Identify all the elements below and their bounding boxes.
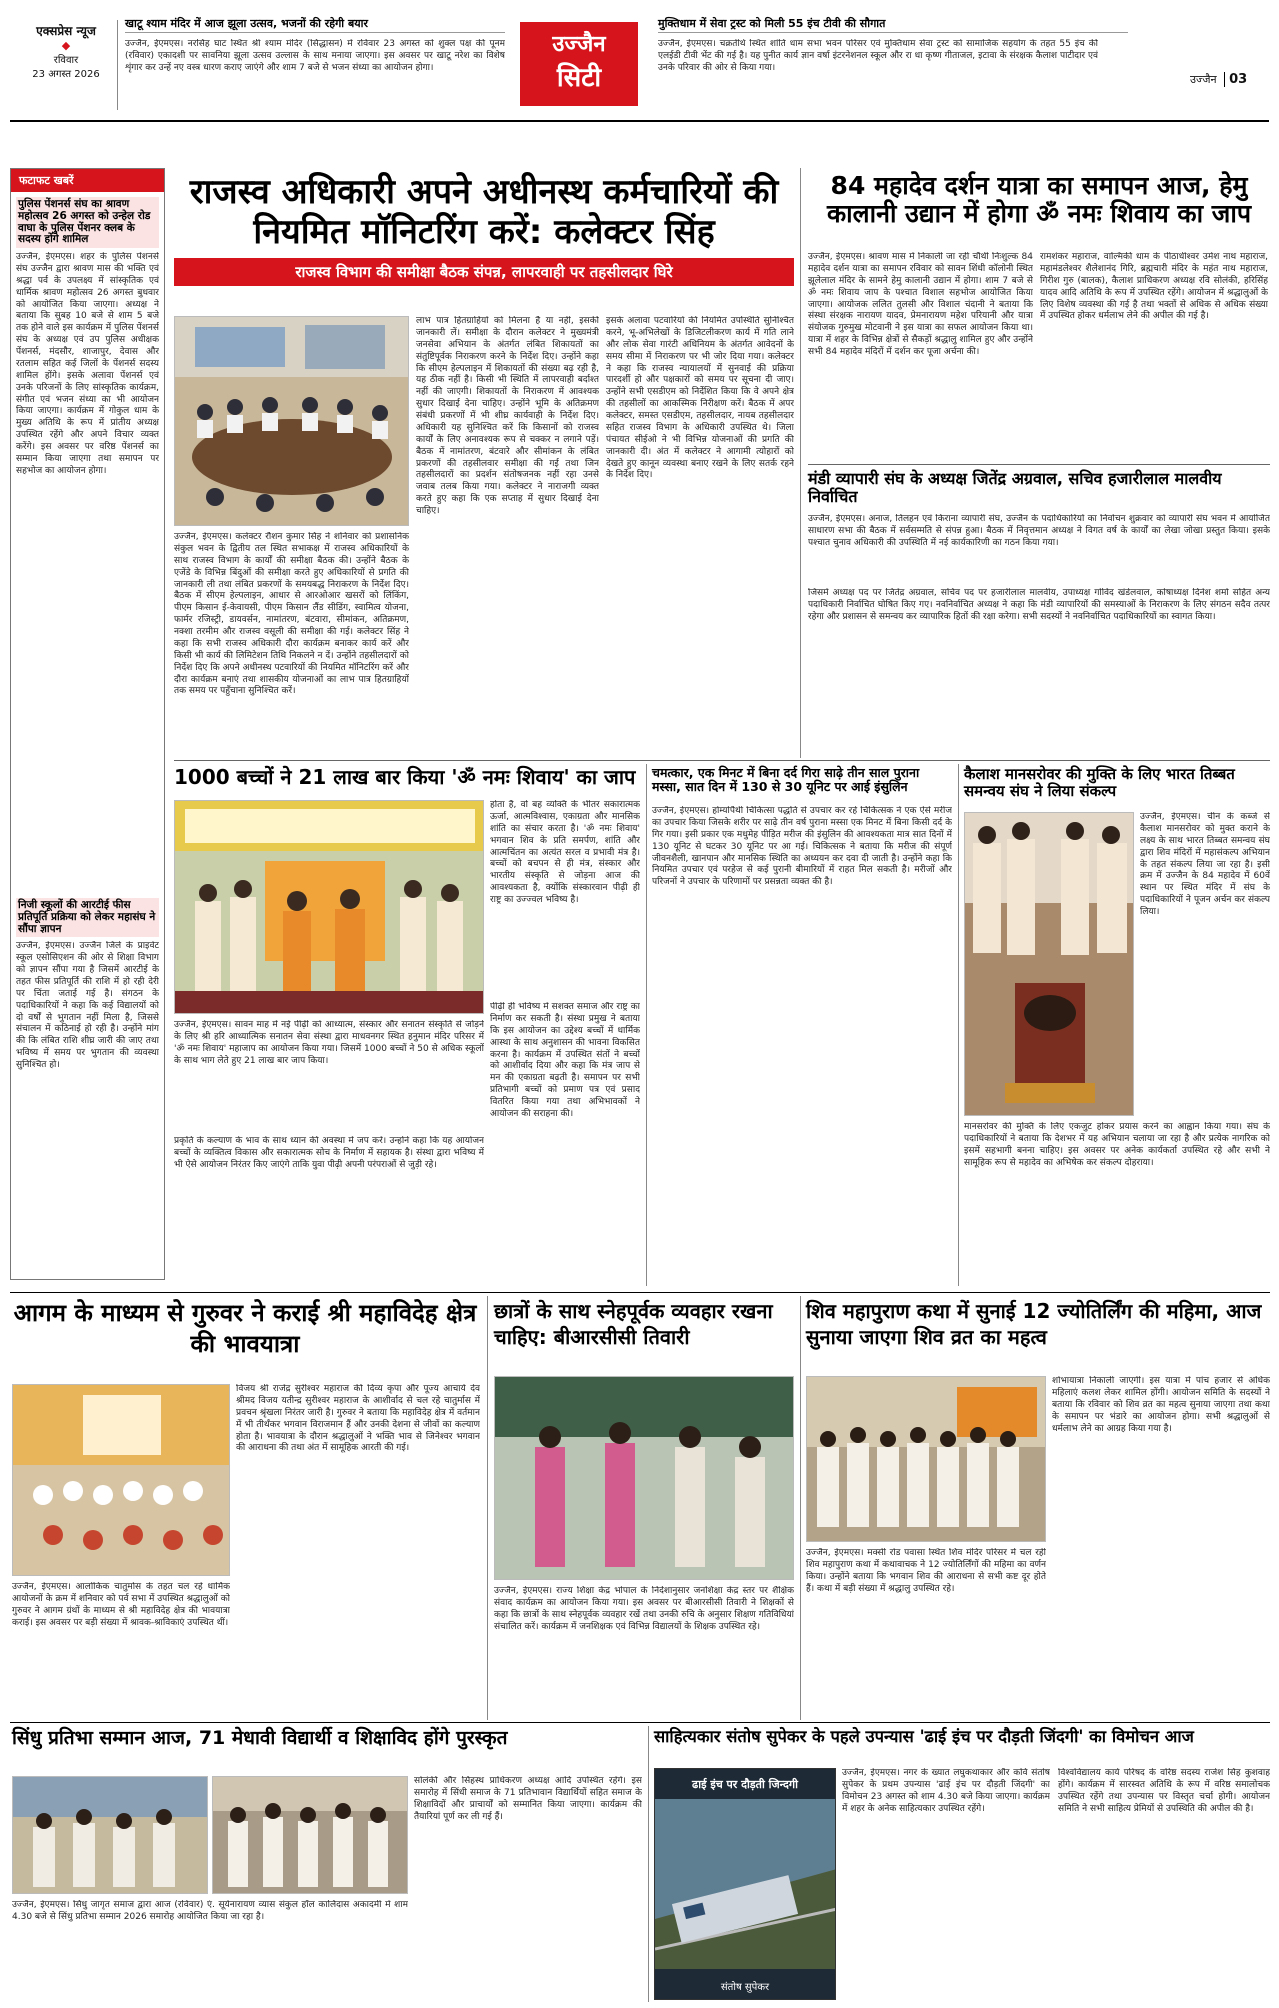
agam-photo bbox=[12, 1384, 230, 1576]
masthead bbox=[0, 0, 1279, 118]
mandi-headline: मंडी व्यापारी संघ के अध्यक्ष जितेंद्र अग्रवाल, सचिव हजारीलाल मालवीय निर्वाचित bbox=[808, 469, 1222, 506]
shiv-katha-col2-text: शोभायात्रा निकाली जाएगी। इस यात्रा में पांच हजार से अधिक महिलाएं कलश लेकर शामिल होंगी। आयोजन समिति के सदस्यों ने बताया कि रविवार को शिव व्रत का महत्व सुनाया जाएगा तथा कथा के समापन पर भंडारे का आयोजन होगा। सभी श्रद्धालुओं से धर्मलाभ लेने का आग्रह किया गया है। bbox=[1052, 1376, 1270, 1434]
shiv-katha-photo bbox=[806, 1376, 1046, 1542]
fatafat-header bbox=[11, 169, 164, 192]
kailash-side-text: उज्जैन, ईएमएस। चीन के कब्जे से कैलाश मानसरोवर को मुक्त कराने के लक्ष्य के साथ भारत तिब्बत समन्वय संघ द्वारा शिव मंदिरों में महासंकल्प अभियान के तहत संकल्प लिया जा रहा है। इसी क्रम में उज्जैन के 84 महादेव में 60वें स्थान पर स्थित मंदिर में संघ के पदाधिकारियों ने पूजन अर्चन कर संकल्प लिया। bbox=[1140, 812, 1270, 917]
sindhu-col1-text: उज्जैन, ईएमएस। सिंधु जागृत समाज द्वारा आज (रविवार) एं. सूर्यनारायण व्यास संकुल हॉल कालिदास अकादमी में शाम 4.30 बजे से सिंधु प्रतिभा सम्मान 2026 समारोह आयोजित किया जा रहा है। bbox=[12, 1900, 408, 1922]
page-number: 03 bbox=[1224, 72, 1247, 87]
agam-col1-text: उज्जैन, ईएमएस। आलोकिक चातुर्मास के तहत चल रहे धार्मिक आयोजनों के क्रम में शनिवार को पर्व सभा में उपस्थित श्रद्धालुओं को गुरुवर ने आगम ग्रंथों के माध्यम से श्री महाविदेह क्षेत्र की भावयात्रा कराई। इस अवसर पर बड़ी संख्या में श्रावक-श्राविकाएं उपस्थित थीं। bbox=[12, 1582, 230, 1628]
teaser-left-headline: खाटू श्याम मंदिर में आज झूला उत्सव, भजनों की रहेगी बयार bbox=[125, 18, 505, 33]
lead-story bbox=[174, 172, 794, 286]
sindhu-col2-text: सोलंकी और सिंहस्थ प्राधिकरण अध्यक्ष आदि उपस्थित रहेंगे। इस समारोह में सिंधी समाज के 71 प्रतिभावान विद्यार्थियों सहित समाज के शिक्षाविदों और प्राचार्यों को सम्मानित किया जाएगा। कार्यक्रम की तैयारियां पूर्ण कर ली गई हैं। bbox=[414, 1776, 642, 1822]
train-illustration bbox=[655, 1799, 836, 1969]
fatafat-column bbox=[10, 168, 165, 1280]
fatafat-story2-headline: निजी स्कूलों की आरटीई फीस प्रतिपूर्ति प्रक्रिया को लेकर महासंघ ने सौंपा ज्ञापन bbox=[16, 898, 159, 937]
diamond-icon: ◆ bbox=[61, 39, 71, 52]
mahadev-yatra-story bbox=[808, 172, 1270, 228]
lead-photo-meeting bbox=[174, 316, 409, 526]
agam-headline: आगम के माध्यम से गुरुवर ने कराई श्री महाविदेह क्षेत्र की भावयात्रा bbox=[13, 1299, 477, 1359]
sahitya-col2-text: विश्वविद्यालय कार्य परिषद के वरिष्ठ सदस्य राजेश सिंह कुशवाह होंगे। कार्यक्रम में सारस्वत अतिथि के रूप में वरिष्ठ समालोचक उपस्थित रहेंगे तथा उपन्यास पर विस्तृत चर्चा होगी। आयोजन समिति ने सभी साहित्य प्रेमियों से उपस्थिति की अपील की है। bbox=[1058, 1768, 1270, 1814]
fatafat-story2-text: उज्जैन, ईएमएस। उज्जैन जिले के प्राइवेट स्कूल एसोसिएशन की ओर से शिक्षा विभाग को ज्ञापन सौंपा गया है जिसमें आरटीई के तहत फीस प्रतिपूर्ति की राशि में हो रही देरी पर चिंता जताई गई है। संगठन के पदाधिकारियों ने कहा कि कई विद्यालयों को दो वर्षों से भुगतान नहीं मिला है, जिससे संचालन में कठिनाई हो रही है। उन्होंने मांग की कि लंबित राशि शीघ्र जारी की जाए तथा भविष्य में समय पर भुगतान की व्यवस्था सुनिश्चित हो। bbox=[16, 941, 159, 1070]
sindhu-photo-1 bbox=[12, 1776, 208, 1894]
sahitya-headline: साहित्यकार संतोष सुपेकर के पहले उपन्यास 'ढाई इंच पर दौड़ती जिंदगी' का विमोचन आज bbox=[654, 1727, 1194, 1746]
brand-logo bbox=[22, 22, 110, 80]
agam-col2-text: विजय श्री राजेंद्र सुरीश्वर महाराज की दिव्य कृपा और पूज्य आचार्य देव श्रीमद विजय यतीन्द्र सुरीश्वर महाराज के आशीर्वाद से चल रहे चातुर्मास में प्रवचन श्रृंखला निरंतर जारी है। गुरुवर ने बताया कि महाविदेह क्षेत्र में वर्तमान में भी तीर्थंकर भगवान विराजमान हैं और उनकी देशना से जीवों का कल्याण होता है। भावयात्रा के दौरान श्रद्धालुओं ने भक्ति भाव से जिनेश्वर भगवान की आराधना की तथा अंत में सामूहिक आरती की गई। bbox=[236, 1384, 480, 1454]
sindhu-headline: सिंधु प्रतिभा सम्मान आज, 71 मेधावी विद्यार्थी व शिक्षाविद होंगे पुरस्कृत bbox=[12, 1727, 508, 1749]
brc-text: उज्जैन, ईएमएस। राज्य शिक्षा केंद्र भोपाल के निर्देशानुसार जनशिक्षा केंद्र स्तर पर शैक्षिक संवाद कार्यक्रम का आयोजन किया गया। इस अवसर पर बीआरसीसी तिवारी ने शिक्षकों से कहा कि छात्रों के साथ स्नेहपूर्वक व्यवहार रखें तथा उनकी रुचि के अनुसार शिक्षण गतिविधियां संचालित करें। कार्यक्रम में जनशिक्षक एवं विभिन्न विद्यालयों के शिक्षक उपस्थित रहे। bbox=[494, 1586, 794, 1632]
om-jaap-col2-text: होता है, वो बह व्यक्ति के भीतर सकारात्मक ऊर्जा, आत्मविश्वास, एकाग्रता और मानसिक शांति का संचार करता है। 'ॐ नमः शिवाय' भगवान शिव के प्रति समर्पण, शांति और आत्मचिंतन का अत्यंत सरल व प्रभावी मंत्र है। बच्चों को बचपन से ही मंत्र, संस्कार और भारतीय संस्कृति से जोड़ना आज की आवश्यकता है, क्योंकि संस्कारवान पीढ़ी ही राष्ट्र का उज्ज्वल भविष्य है। bbox=[490, 800, 640, 905]
issue-day: रविवार bbox=[53, 55, 79, 67]
insulin-headline: चमत्कार, एक मिनट में बिना दर्द गिरा साढ़े तीन साल पुराना मस्सा, सात दिन में 130 से 30 यूनिट पर आई इंसुलिन bbox=[652, 765, 920, 794]
teaser-right-text: उज्जैन, ईएमएस। चक्रतीर्थ स्थित शांति धाम सभा भवन परिसर एवं मुक्तिधाम सेवा ट्रस्ट को सामाजिक सहयोग के तहत 55 इंच की एलईडी टीवी भेंट की गई है। यह पुनीत कार्य ज्ञान वर्षा इंटरनेशनल स्कूल और रा धा कृष्ण गीताजल, इटावा के संरक्षक कैलाश पाटीदार एवं उनके परिवार की ओर से किया गया। bbox=[658, 39, 1098, 74]
section-flag bbox=[520, 22, 638, 106]
brc-photo bbox=[494, 1376, 794, 1580]
running-head-label: उज्जैन bbox=[1190, 73, 1217, 86]
brc-headline: छात्रों के साथ स्नेहपूर्वक व्यवहार रखना चाहिए: बीआरसीसी तिवारी bbox=[494, 1299, 773, 1349]
om-jaap-headline: 1000 बच्चों ने 21 लाख बार किया 'ॐ नमः शिवाय' का जाप bbox=[174, 765, 636, 789]
section-title-line1: उज्जैन bbox=[552, 32, 606, 57]
teaser-right-headline: मुक्तिधाम में सेवा ट्रस्ट को मिली 55 इंच टीवी की सौगात bbox=[658, 18, 1128, 33]
lead-col2-text: लाभ पात्र हितग्राहियों को मिलना है या नहीं, इसकी जानकारी लें। समीक्षा के दौरान कलेक्टर ने मुख्यमंत्री जनसेवा अभियान के अंतर्गत लंबित शिकायतों का संतुष्टिपूर्वक निराकरण करने के निर्देश दिए। उन्होंने कहा कि सीएम हेल्पलाइन में शिकायतों की संख्या बढ़ रही है, यह ठीक नहीं है। किसी भी स्थिति में लापरवाही बर्दाश्त नहीं की जाएगी। शिकायतों के निराकरण में आवश्यक सुधार दिखाई देना चाहिए। उन्होंने भूमि के अतिक्रमण संबंधी प्रकरणों में भी शीघ्र कार्यवाही के निर्देश दिए। अधिकारी यह सुनिश्चित करें कि किसानों को राजस्व कार्यों के लिए अनावश्यक रूप से चक्कर न लगाने पड़ें। बैठक में नामांतरण, बंटवारे और सीमांकन के लंबित प्रकरणों की तहसीलवार समीक्षा की गई तथा जिन तहसीलदारों का प्रदर्शन संतोषजनक नहीं रहा उनसे जवाब तलब किया गया। कलेक्टर ने नाराजगी व्यक्त करते हुए कहा कि एक सप्ताह में सुधार दिखाई देना चाहिए। bbox=[416, 316, 599, 516]
kailash-text: मानसरोवर की मुक्ति के लिए एकजुट होकर प्रयास करने का आह्वान किया गया। संघ के पदाधिकारियों ने बताया कि देशभर में यह अभियान चलाया जा रहा है और प्रत्येक नागरिक को इसमें सहभागी बनना चाहिए। इस अवसर पर अनेक कार्यकर्ता उपस्थित रहे और सभी ने सामूहिक रूप से महादेव का अभिषेक कर संकल्प दोहराया। bbox=[964, 1122, 1270, 1168]
lead-subheadline: राजस्व विभाग की समीक्षा बैठक संपन्न, लापरवाही पर तहसीलदार घिरे bbox=[174, 258, 794, 286]
insulin-text: उज्जैन, ईएमएस। होम्योपैथी चिकित्सा पद्धति से उपचार कर रहे चिकित्सक ने एक ऐसे मरीज का उपचार किया जिसके शरीर पर साढ़े तीन वर्ष पुराना मस्सा एक मिनट में बिना किसी दर्द के गिर गया। इसी प्रकार एक मधुमेह पीड़ित मरीज की इंसुलिन की आवश्यकता मात्र सात दिनों में 130 यूनिट से घटकर 30 यूनिट पर आ गई। चिकित्सक ने बताया कि मरीज की संपूर्ण जीवनशैली, खानपान और मानसिक स्थिति का अध्ययन कर दवा दी जाती है। उन्होंने कहा कि नियमित उपचार एवं परहेज से कई पुरानी बीमारियों में राहत मिल सकती है। मरीजों और परिजनों ने उपचार के परिणामों पर प्रसन्नता व्यक्त की है। bbox=[652, 806, 952, 888]
om-jaap-col4-text: प्रकृति के कल्याण के भाव के साथ ध्यान की अवस्था में जप करें। उन्होंने कहा कि यह आयोजन बच्चों के व्यक्तित्व विकास और सकारात्मक सोच के निर्माण में सहायक है। संस्था द्वारा भविष्य में भी ऐसे आयोजन निरंतर किए जाएंगे ताकि युवा पीढ़ी अपनी परंपराओं से जुड़ी रहे। bbox=[174, 1136, 484, 1170]
book-cover bbox=[654, 1768, 836, 2000]
running-head bbox=[1190, 72, 1247, 87]
lead-col3-text: इसके अलावा पटवारियों की नियमित उपस्थिति सुनिश्चित करने, भू-अभिलेखों के डिजिटलीकरण कार्य में गति लाने और लोक सेवा गारंटी अधिनियम के अंतर्गत आवेदनों के समय सीमा में निराकरण पर भी जोर दिया गया। कलेक्टर ने कहा कि राजस्व न्यायालयों में सुनवाई की प्रक्रिया पारदर्शी हो और पक्षकारों को समय पर सूचना दी जाए। उन्होंने सभी एसडीएम को निर्देशित किया कि वे अपने क्षेत्र की तहसीलों का आकस्मिक निरीक्षण करें। बैठक में अपर कलेक्टर, समस्त एसडीएम, तहसीलदार, नायब तहसीलदार सहित राजस्व विभाग के अधिकारी उपस्थित थे। जिला पंचायत सीईओ ने भी विभिन्न योजनाओं की प्रगति की जानकारी दी। अंत में कलेक्टर ने आगामी त्योहारों को देखते हुए कानून व्यवस्था बनाए रखने के लिए सतर्क रहने के निर्देश दिए। bbox=[606, 316, 794, 481]
sahitya-col1-text: उज्जैन, ईएमएस। नगर के ख्यात लघुकथाकार और कवि संतोष सुपेकर के प्रथम उपन्यास 'ढाई इंच पर दौड़ती जिंदगी' का विमोचन 23 अगस्त को शाम 4.30 बजे किया जाएगा। कार्यक्रम में शहर के अनेक साहित्यकार उपस्थित रहेंगे। bbox=[842, 1768, 1050, 1814]
fatafat-header-label: फटाफट खबरें bbox=[19, 174, 74, 187]
mahadev-col2-text: रामशंकर महाराज, वाल्मिकी धाम के पीठाधीश्वर उमेश नाथ महाराज, महामंडलेश्वर शैलेशानंद गिरि, ब्रह्मचारी मंदिर के महंत नाथ महाराज, गिरीश गुरु (बालक), कैलाश प्राधिकरण अध्यक्ष रवि सोलंकी, हरिसिंह यादव आदि अतिथि के रूप में उपस्थित रहेंगे। आयोजन में श्रद्धालुओं के लिए विशेष व्यवस्था की गई है तथा भक्तों से अधिक से अधिक संख्या में उपस्थित होकर धर्मलाभ लेने की अपील की गई है। bbox=[1040, 252, 1268, 322]
om-jaap-photo bbox=[174, 800, 484, 1014]
kailash-photo bbox=[964, 812, 1134, 1116]
fatafat-story1-text: उज्जैन, ईएमएस। शहर के पुलिस पेंशनर्स संघ उज्जैन द्वारा श्रावण मास की भक्ति एवं श्रद्धा पर्व के उपलक्ष्य में सांस्कृतिक एवं धार्मिक श्रावण महोत्सव 26 अगस्त बुधवार को आयोजित किया जाएगा। अध्यक्ष ने बताया कि सुबह 10 बजे से शाम 5 बजे तक होने वाले इस कार्यक्रम में पुलिस पेंशनर्स संघ के अध्यक्ष एवं उप पुलिस अधीक्षक पेंशनर्स, मंदसौर, शाजापुर, देवास और रतलाम सहित कई जिलों के पेंशनर्स सदस्य शामिल होंगे। इसके अलावा पेंशनर्स एवं उनके परिजनों के लिए सांस्कृतिक कार्यक्रम, संगीत एवं भजन संध्या का भी आयोजन किया जाएगा। कार्यक्रम में गोकुल धाम के मुख्य अतिथि के रूप में प्रांतीय अध्यक्ष उपस्थित रहेंगे और अपने विचार व्यक्त करेंगे। इस अवसर पर वरिष्ठ पेंशनर्स का सम्मान किया जाएगा तथा समापन पर सहभोज का आयोजन होगा। bbox=[16, 252, 159, 476]
shiv-katha-headline: शिव महापुराण कथा में सुनाई 12 ज्योतिर्लिंग की महिमा, आज सुनाया जाएगा शिव व्रत का महत्व bbox=[806, 1299, 1262, 1349]
om-jaap-col3-text: पीढ़ी ही भविष्य में सशक्त समाज और राष्ट्र का निर्माण कर सकती है। संस्था प्रमुख ने बताया कि इस आयोजन का उद्देश्य बच्चों में धार्मिक आस्था के साथ अनुशासन की भावना विकसित करना है। कार्यक्रम में उपस्थित संतों ने बच्चों को आशीर्वाद दिया और कहा कि मंत्र जाप से मन की एकाग्रता बढ़ती है। समापन पर सभी प्रतिभागी बच्चों को प्रमाण पत्र एवं प्रसाद वितरित किया गया तथा अभिभावकों ने आयोजन की सराहना की। bbox=[490, 1002, 640, 1119]
sindhu-photo-2 bbox=[212, 1776, 408, 1894]
issue-date: 23 अगस्त 2026 bbox=[32, 69, 100, 81]
lead-headline: राजस्व अधिकारी अपने अधीनस्थ कर्मचारियों की नियमित मॉनिटरिंग करें: कलेक्टर सिंह bbox=[189, 172, 779, 253]
book-cover-author: संतोष सुपेकर bbox=[720, 1982, 770, 1993]
shiv-katha-col1-text: उज्जैन, ईएमएस। मक्सी रोड पवासा स्थित शिव मंदिर परिसर में चल रही शिव महापुराण कथा में कथावाचक ने 12 ज्योतिर्लिंगों की महिमा का वर्णन किया। उन्होंने बताया कि भगवान शिव की आराधना से सभी कष्ट दूर होते हैं। कथा में बड़ी संख्या में श्रद्धालु उपस्थित रहे। bbox=[806, 1548, 1046, 1594]
lead-col1-text: उज्जैन, ईएमएस। कलेक्टर रौशन कुमार सिंह ने शनिवार को प्रशासनिक संकुल भवन के द्वितीय तल स्थित सभाकक्ष में राजस्व अधिकारियों के साथ राजस्व विभाग के कार्यों की समीक्षा बैठक की। उन्होंने बैठक के एजेंडे के विभिन्न बिंदुओं की समीक्षा करते हुए अधिकारियों से प्रगति की जानकारी ली तथा लंबित प्रकरणों के समयबद्ध निराकरण के निर्देश दिए। बैठक में सीएम हेल्पलाइन, आधार से आरओआर खसरों को लिंकिंग, पीएम किसान ई-केवायसी, पीएम किसान लैंड सीडिंग, स्वामित्व योजना, फार्मर रजिस्ट्री, डायवर्सन, नामांतरण, बंटवारा, सीमांकन, अतिक्रमण, नक्शा तरमीम और राजस्व वसूली की समीक्षा की गई। कलेक्टर सिंह ने कहा कि सभी राजस्व अधिकारी दौरा कार्यक्रम बनाकर कार्य करें और किसी भी कार्य की लिमिटेशन तिथि निकलने न दें। उन्होंने तहसीलदारों को निर्देश दिए कि अपने अधीनस्थ पटवारियों की नियमित मॉनिटरिंग करें और दौरा कार्यक्रम बनाएं तथा शासकीय योजनाओं का लाभ पात्र हितग्राहियों तक समय पर पहुँचाना सुनिश्चित करें। bbox=[174, 532, 409, 697]
brand-name: एक्सप्रेस न्यूज bbox=[36, 24, 96, 38]
book-cover-title: ढाई इंच पर दौड़ती जिन्दगी bbox=[692, 1778, 798, 1791]
fatafat-story1-headline: पुलिस पेंशनर्स संघ का श्रावण महोत्सव 26 अगस्त को उन्हेल रोड वाघा के पुलिस पेंशनर क्लब के सदस्य होंगे शामिल bbox=[16, 197, 159, 248]
teaser-left-text: उज्जैन, ईएमएस। नरसिंह घाट स्थित श्री श्याम मंदिर (सिद्धासन) में रविवार 23 अगस्त को शुक्ल पक्ष की पूनम (रविवार) एकादशी पर सावनिया झूला उत्सव उल्लास के साथ मनाया जाएगा। इस अवसर पर खाटू नरेश का विशेष शृंगार कर उन्हें नए वस्त्र धारण कराए जाएंगे और शाम 7 बजे से भजन संध्या का आयोजन होगा। bbox=[125, 39, 505, 74]
mahadev-col1-text: उज्जैन, ईएमएस। श्रावण मास में निकाली जा रही चौथी निःशुल्क 84 महादेव दर्शन यात्रा का समापन रविवार को सावन शिंधी कॉलोनी स्थित झूलेलाल मंदिर के सामने हेमु कालानी उद्यान में होगा। शाम 7 बजे से ॐ नमः शिवाय जाप के पश्चात विशाल सहभोज आयोजित किया जाएगा। आयोजक ललित तुलसी और विशाल चंदानी ने बताया कि संस्था संरक्षक नारायण यादव, प्रेमनारायण महेश परियानी और यात्रा संयोजक गुरुमुख मोटवानी ने इस यात्रा का सफल आयोजन किया था। यात्रा में शहर के विभिन्न क्षेत्रों से सैकड़ों श्रद्धालु शामिल हुए और उन्होंने सभी 84 महादेव मंदिरों में दर्शन कर पूजा अर्चना की। bbox=[808, 252, 1033, 357]
mahadev-headline: 84 महादेव दर्शन यात्रा का समापन आज, हेमु कालानी उद्यान में होगा ॐ नमः शिवाय का जाप bbox=[826, 171, 1252, 228]
kailash-headline: कैलाश मानसरोवर की मुक्ति के लिए भारत तिब्बत समन्वय संघ ने लिया संकल्प bbox=[964, 765, 1235, 800]
teaser-right bbox=[658, 18, 1203, 101]
om-jaap-col1-text: उज्जैन, ईएमएस। सावन माह में नई पीढ़ी को आध्यात्म, संस्कार और सनातन संस्कृति से जोड़ने के लिए श्री हरि आध्यात्मिक सनातन सेवा संस्था द्वारा माधवनगर स्थित हनुमान मंदिर परिसर में 'ॐ नमः शिवाय' महाजाप का आयोजन किया गया। जिसमें 1000 बच्चों ने 50 से अधिक स्कूलों के साथ भाग लेते हुए 21 लाख बार जाप किया। bbox=[174, 1020, 484, 1066]
section-title-line2: सिटी bbox=[556, 63, 602, 93]
mandi-col2-text: जिसमें अध्यक्ष पद पर जितेंद्र अग्रवाल, सचिव पद पर हजारीलाल मालवीय, उपाध्यक्ष गोविंद खंडेलवाल, कोषाध्यक्ष दिनेश शर्मा सहित अन्य पदाधिकारी निर्वाचित घोषित किए गए। नवनिर्वाचित अध्यक्ष ने कहा कि मंडी व्यापारियों की समस्याओं के निराकरण के लिए संगठन सदैव तत्पर रहेगा और प्रशासन से समन्वय कर व्यापारिक हितों की रक्षा करेगा। सभी सदस्यों ने नवनिर्वाचित पदाधिकारियों का स्वागत किया। bbox=[808, 588, 1270, 622]
mandi-col1-text: उज्जैन, ईएमएस। अनाज, तिलहन एवं किराना व्यापारी संघ, उज्जैन के पदाधिकारियों का निर्वाचन शुक्रवार को व्यापारी संघ भवन में आयोजित साधारण सभा की बैठक में सर्वसम्मति से संपन्न हुआ। बैठक में निवृत्तमान अध्यक्ष ने विगत वर्ष के कार्यों का लेखा जोखा प्रस्तुत किया। इसके पश्चात चुनाव अधिकारी की उपस्थिति में नई कार्यकारिणी का गठन किया गया। bbox=[808, 514, 1270, 548]
teaser-left bbox=[125, 18, 505, 101]
